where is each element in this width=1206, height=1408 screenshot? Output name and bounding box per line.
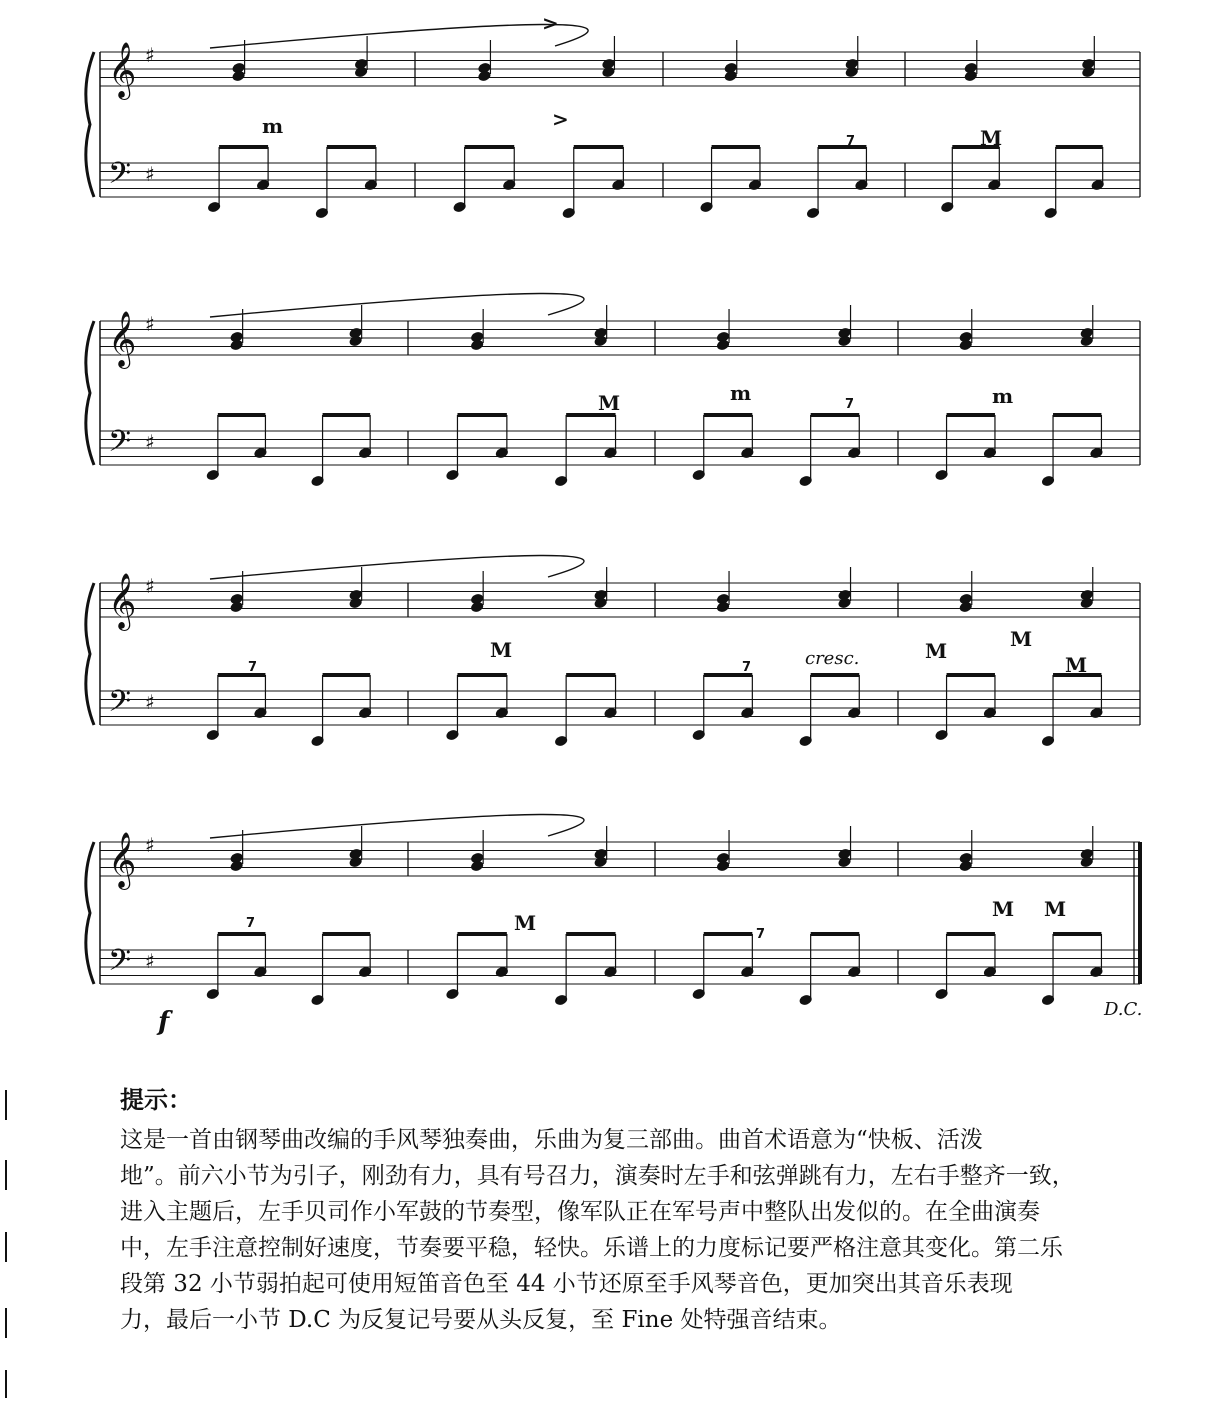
score-mark-bass-label: M	[514, 911, 537, 935]
score-mark-finger: 7	[248, 660, 258, 675]
score-mark-bass-label: M	[598, 391, 621, 415]
note-head	[601, 66, 616, 79]
treble-staff	[100, 42, 1140, 100]
brace-icon	[86, 842, 94, 984]
hint-line: 力，最后一小节 D.C 为反复记号要从头反复，至 Fine 处特强音结束。	[120, 1307, 842, 1333]
score-mark-bass-label: M	[1010, 627, 1033, 651]
bass-staff	[100, 157, 1140, 198]
score-mark-bass-label: M	[1065, 653, 1088, 677]
slur	[210, 555, 584, 579]
brace-icon	[86, 52, 94, 197]
bass-clef-icon: 𝄢	[108, 685, 132, 726]
bass-staff	[100, 425, 1140, 466]
slur	[210, 293, 584, 317]
brace-icon	[86, 583, 94, 725]
bass-staff	[100, 944, 1140, 985]
hint-line: 进入主题后，左手贝司作小军鼓的节奏型，像军队正在军号声中整队出发似的。在全曲演奏	[120, 1199, 1040, 1225]
note-head	[593, 856, 608, 869]
note-head	[229, 339, 244, 352]
note-head	[837, 335, 852, 348]
score-mark-dynamic-text: cresc.	[805, 648, 860, 669]
slur	[210, 814, 584, 838]
score-mark-finger: 7	[246, 916, 256, 931]
note-head	[1079, 856, 1094, 869]
note-head	[348, 597, 363, 610]
key-signature-sharp-icon: ♯	[145, 43, 155, 67]
score-mark-bass-label: m	[730, 381, 752, 405]
note-head	[844, 66, 859, 79]
treble-staff	[100, 573, 1140, 631]
note-head	[593, 335, 608, 348]
key-signature-sharp-icon: ♯	[145, 949, 155, 973]
treble-staff	[100, 832, 1140, 890]
score-mark-finger: 7	[846, 134, 856, 149]
key-signature-sharp-icon: ♯	[145, 312, 155, 336]
note-head	[837, 597, 852, 610]
note-head	[958, 339, 973, 352]
score-mark-bass-label: M	[925, 639, 948, 663]
note-head	[470, 601, 485, 614]
hint-section	[120, 1082, 1150, 1338]
note-head	[837, 856, 852, 869]
note-head	[593, 597, 608, 610]
note-head	[348, 856, 363, 869]
bass-clef-icon: 𝄢	[108, 944, 132, 985]
slur	[210, 24, 588, 48]
note-head	[1079, 597, 1094, 610]
music-system	[86, 24, 1140, 219]
brace-icon	[86, 321, 94, 465]
key-signature-sharp-icon: ♯	[145, 833, 155, 857]
key-signature-sharp-icon: ♯	[145, 162, 155, 186]
note-head	[958, 601, 973, 614]
score-mark-bass-label: m	[992, 384, 1014, 408]
note-head	[723, 70, 738, 83]
score-mark-bass-label: M	[490, 638, 513, 662]
note-head	[1081, 66, 1096, 79]
note-head	[958, 860, 973, 873]
note-head	[470, 860, 485, 873]
bass-clef-icon: 𝄢	[108, 425, 132, 466]
music-system	[86, 11, 1140, 487]
score-mark-repeat-mark: D.C.	[1104, 999, 1143, 1020]
note-head	[716, 860, 731, 873]
note-head	[348, 335, 363, 348]
note-head	[231, 70, 246, 83]
hint-line: 地”。前六小节为引子，刚劲有力，具有号召力，演奏时左手和弦弹跳有力，左右手整齐一致，	[120, 1163, 1075, 1189]
hint-line: 中，左手注意控制好速度，节奏要平稳，轻快。乐谱上的力度标记要严格注意其变化。第二乐	[120, 1235, 1063, 1261]
score-mark-bass-label: m	[262, 114, 284, 138]
score-mark-accent: >	[552, 107, 569, 131]
hint-line: 段第 32 小节弱拍起可使用短笛音色至 44 小节还原至手风琴音色，更加突出其音乐表现	[120, 1271, 1013, 1297]
bass-clef-icon: 𝄢	[108, 157, 132, 198]
music-system	[86, 555, 1140, 747]
note-head	[963, 70, 978, 83]
key-signature-sharp-icon: ♯	[145, 690, 155, 714]
score-mark-finger: 7	[756, 927, 766, 942]
treble-staff	[100, 311, 1140, 369]
key-signature-sharp-icon: ♯	[145, 430, 155, 454]
note-head	[716, 601, 731, 614]
bass-staff	[100, 685, 1140, 726]
score-mark-dynamic: f	[158, 1007, 170, 1037]
score-mark-bass-label: M	[992, 897, 1015, 921]
note-head	[1079, 335, 1094, 348]
music-system	[86, 814, 1143, 1037]
treble-clef-icon: 𝄞	[108, 832, 137, 888]
treble-clef-icon: 𝄞	[108, 42, 137, 98]
score-mark-bass-label: M	[980, 126, 1003, 150]
treble-clef-icon: 𝄞	[108, 573, 137, 629]
key-signature-sharp-icon: ♯	[145, 574, 155, 598]
treble-clef-icon: 𝄞	[108, 311, 137, 367]
note-head	[477, 70, 492, 83]
score-mark-accent: >	[542, 11, 559, 35]
note-head	[229, 601, 244, 614]
note-head	[354, 66, 369, 79]
margin-marks	[0, 1080, 12, 1400]
score-mark-finger: 7	[845, 397, 855, 412]
hint-line: 这是一首由钢琴曲改编的手风琴独奏曲，乐曲为复三部曲。曲首术语意为“快板、活泼	[120, 1127, 983, 1153]
note-head	[470, 339, 485, 352]
hint-title: 提示：	[120, 1085, 192, 1114]
note-head	[716, 339, 731, 352]
score-mark-bass-label: M	[1044, 897, 1067, 921]
note-head	[229, 860, 244, 873]
score-mark-finger: 7	[742, 660, 752, 675]
